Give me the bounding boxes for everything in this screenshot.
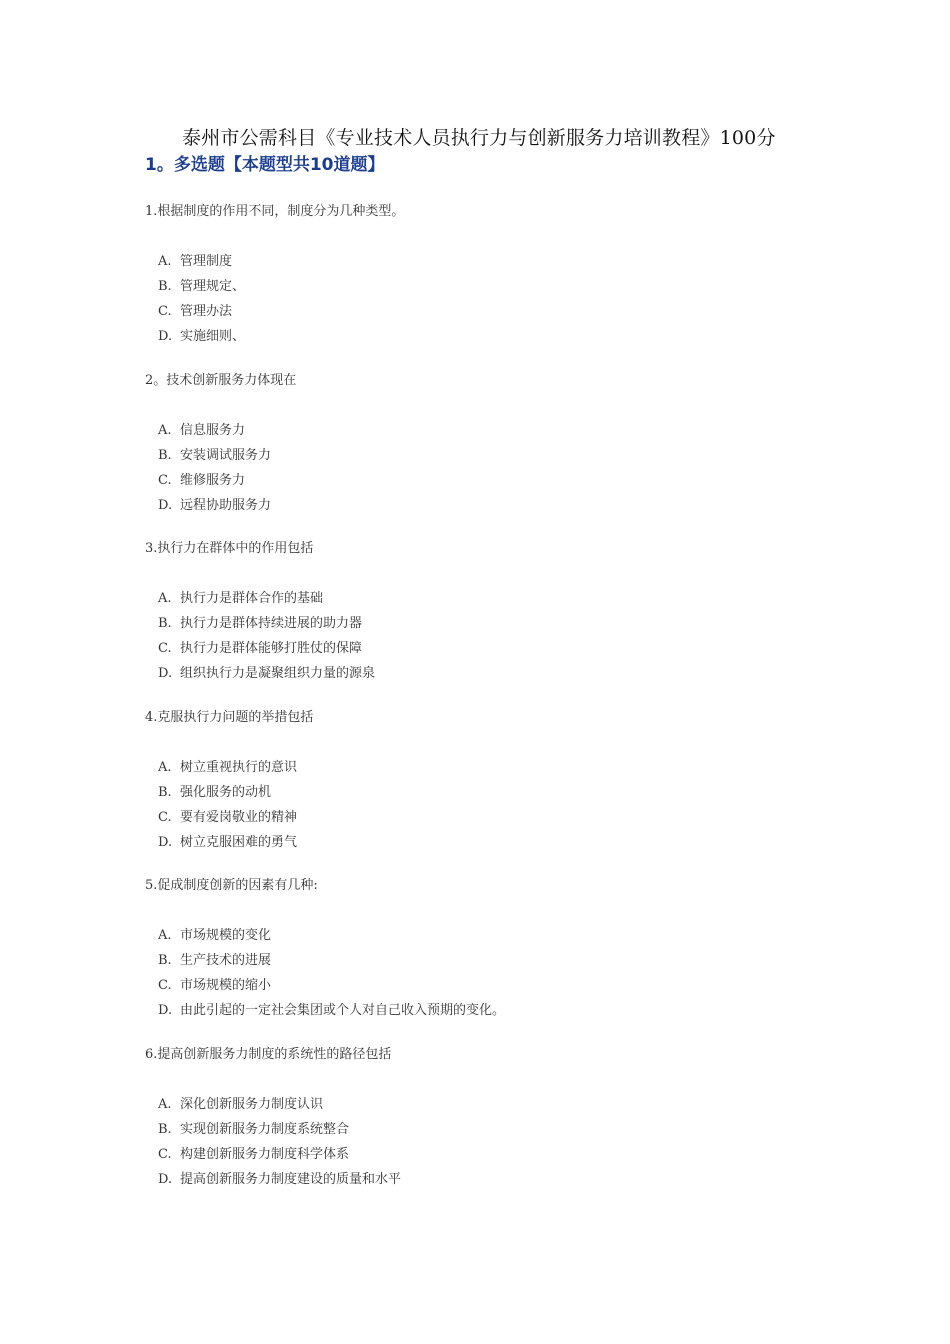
question-5 — [145, 877, 845, 1046]
option-letter: B. — [158, 953, 172, 968]
option-text: 执行力是群体合作的基础 — [180, 591, 324, 606]
question-1 — [145, 203, 845, 372]
question-text: 6.提高创新服务力制度的系统性的路径包括 — [145, 1046, 392, 1062]
option-a[interactable] — [145, 590, 845, 615]
question-2 — [145, 372, 845, 541]
option-a[interactable] — [145, 927, 845, 952]
option-b[interactable] — [145, 447, 845, 472]
option-text: 构建创新服务力制度科学体系 — [180, 1146, 350, 1162]
option-text: 安装调试服务力 — [180, 447, 272, 463]
option-list — [145, 590, 845, 690]
option-d[interactable] — [145, 1002, 845, 1027]
question-text: 2。技术创新服务力体现在 — [145, 372, 297, 388]
option-a[interactable] — [145, 759, 845, 784]
option-letter: D. — [158, 666, 173, 681]
option-list — [145, 422, 845, 522]
option-letter: C. — [158, 1146, 172, 1162]
option-text: 执行力是群体能够打胜仗的保障 — [180, 641, 363, 656]
option-letter: C. — [158, 304, 172, 319]
option-text: 管理办法 — [180, 304, 233, 319]
option-letter: C. — [158, 472, 172, 488]
option-b[interactable] — [145, 615, 845, 640]
option-letter: D. — [158, 1003, 173, 1018]
question-text: 3.执行力在群体中的作用包括 — [145, 541, 314, 556]
question-text: 5.促成制度创新的因素有几种: — [145, 878, 318, 893]
option-letter: A. — [158, 254, 172, 269]
question-4 — [145, 709, 845, 878]
option-c[interactable] — [145, 1146, 845, 1171]
option-text: 实现创新服务力制度系统整合 — [180, 1121, 350, 1137]
option-a[interactable] — [145, 1096, 845, 1121]
question-6 — [145, 1046, 845, 1215]
option-text: 信息服务力 — [180, 422, 246, 438]
option-letter: C. — [158, 809, 172, 825]
option-text: 维修服务力 — [180, 472, 246, 488]
option-d[interactable] — [145, 1171, 845, 1196]
option-c[interactable] — [145, 977, 845, 1002]
option-text: 生产技术的进展 — [180, 953, 272, 968]
option-letter: A. — [158, 928, 172, 943]
question-list — [145, 203, 845, 1214]
option-letter: D. — [158, 1171, 173, 1187]
section-heading: 1。多选题【本题型共10道题】 — [145, 155, 385, 175]
document-title: 泰州市公需科目《专业技术人员执行力与创新服务力培训教程》100分 — [182, 127, 776, 149]
option-letter: D. — [158, 329, 173, 344]
option-text: 树立克服困难的勇气 — [180, 834, 298, 850]
option-c[interactable] — [145, 640, 845, 665]
option-text: 强化服务的动机 — [180, 784, 272, 800]
option-text: 市场规模的变化 — [180, 928, 272, 943]
option-letter: D. — [158, 497, 173, 513]
option-a[interactable] — [145, 422, 845, 447]
option-letter: C. — [158, 641, 172, 656]
option-letter: A. — [158, 759, 172, 775]
question-text: 4.克服执行力问题的举措包括 — [145, 709, 314, 725]
option-letter: A. — [158, 591, 172, 606]
option-text: 树立重视执行的意识 — [180, 759, 298, 775]
question-text: 1.根据制度的作用不同，制度分为几种类型。 — [145, 204, 405, 219]
option-letter: A. — [158, 422, 172, 438]
option-text: 实施细则、 — [180, 329, 246, 344]
option-b[interactable] — [145, 1121, 845, 1146]
option-text: 组织执行力是凝聚组织力量的源泉 — [180, 666, 376, 681]
option-c[interactable] — [145, 303, 845, 328]
option-b[interactable] — [145, 278, 845, 303]
option-list — [145, 759, 845, 859]
option-b[interactable] — [145, 952, 845, 977]
option-letter: B. — [158, 784, 172, 800]
option-text: 远程协助服务力 — [180, 497, 272, 513]
option-b[interactable] — [145, 784, 845, 809]
option-d[interactable] — [145, 497, 845, 522]
option-letter: A. — [158, 1096, 172, 1112]
option-letter: B. — [158, 447, 172, 463]
option-list — [145, 253, 845, 353]
option-letter: D. — [158, 834, 173, 850]
option-text: 提高创新服务力制度建设的质量和水平 — [180, 1171, 402, 1187]
question-3 — [145, 540, 845, 709]
option-d[interactable] — [145, 328, 845, 353]
option-a[interactable] — [145, 253, 845, 278]
option-list — [145, 1096, 845, 1196]
option-text: 管理制度 — [180, 254, 233, 269]
option-d[interactable] — [145, 665, 845, 690]
option-c[interactable] — [145, 809, 845, 834]
option-text: 管理规定、 — [180, 279, 246, 294]
option-letter: C. — [158, 978, 172, 993]
option-letter: B. — [158, 616, 172, 631]
option-letter: B. — [158, 1121, 172, 1137]
option-text: 市场规模的缩小 — [180, 978, 272, 993]
option-list — [145, 927, 845, 1027]
option-d[interactable] — [145, 834, 845, 859]
option-c[interactable] — [145, 472, 845, 497]
option-text: 由此引起的一定社会集团或个人对自己收入预期的变化。 — [180, 1003, 506, 1018]
option-text: 要有爱岗敬业的精神 — [180, 809, 298, 825]
option-text: 执行力是群体持续进展的助力器 — [180, 616, 363, 631]
option-text: 深化创新服务力制度认识 — [180, 1096, 324, 1112]
option-letter: B. — [158, 279, 172, 294]
